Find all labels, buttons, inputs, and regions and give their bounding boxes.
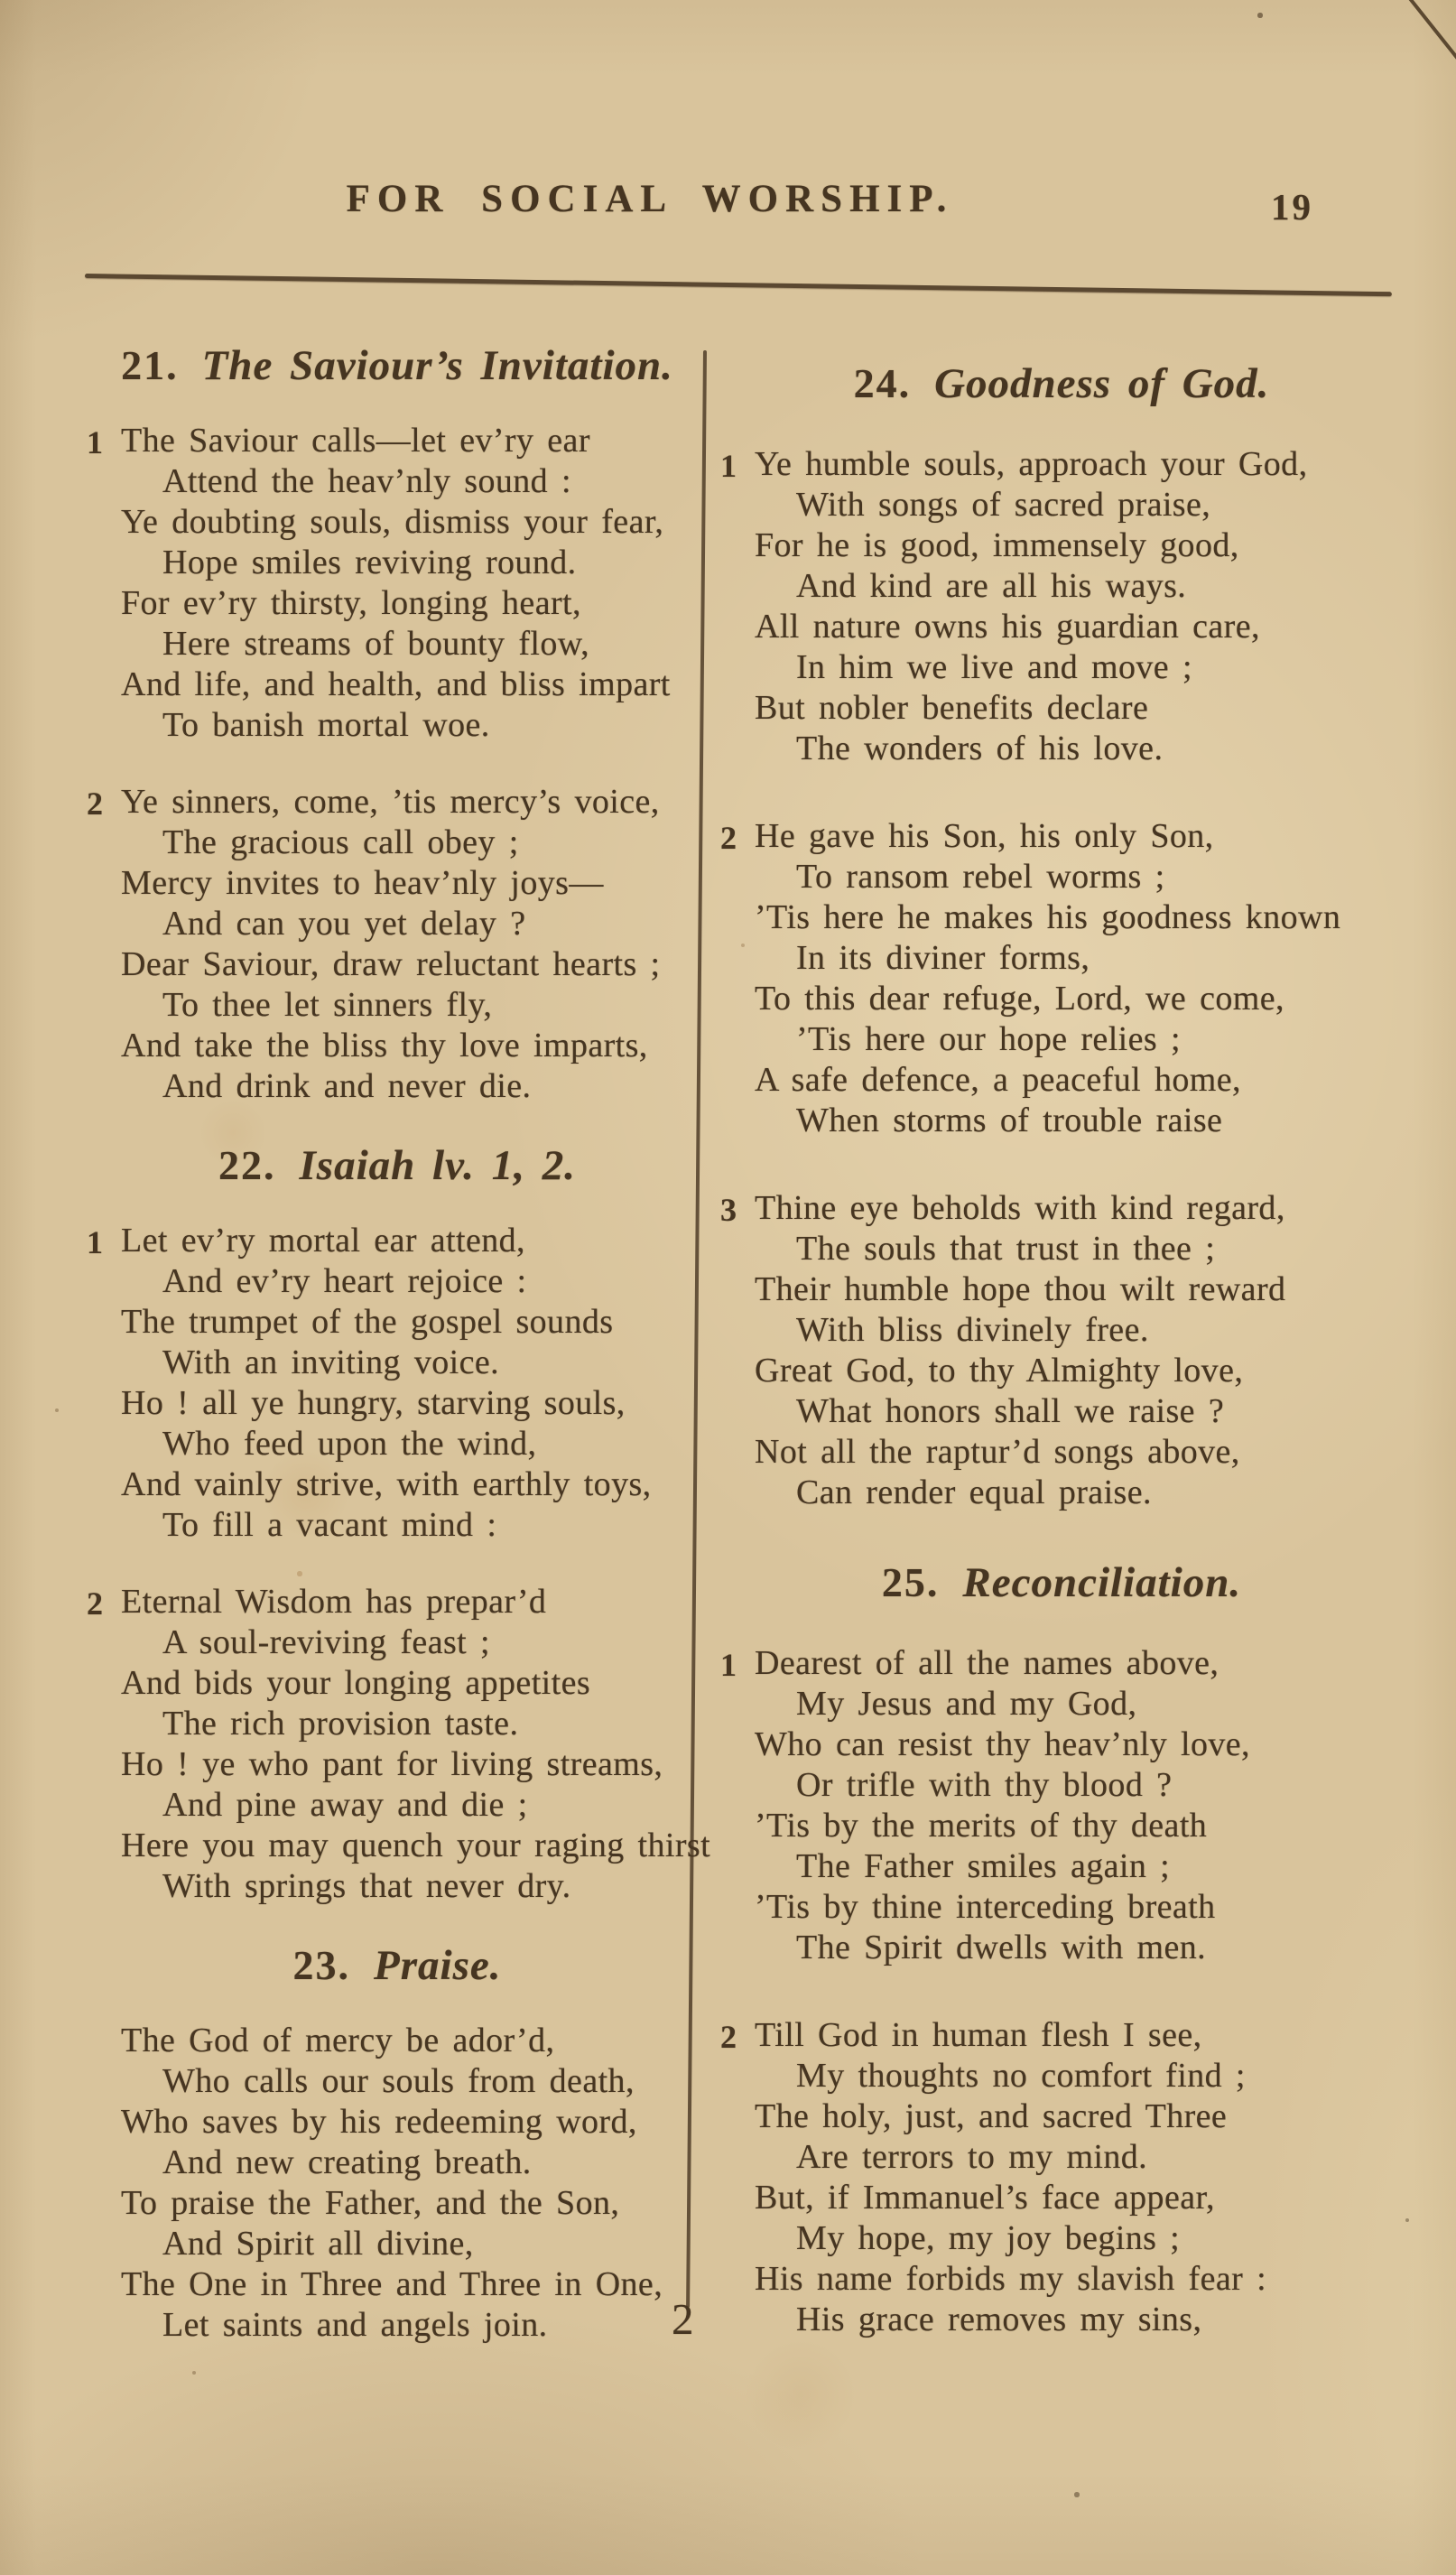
verse-line: But nobler benefits declare — [755, 689, 1149, 727]
verse-line: Hope smiles reviving round. — [162, 544, 577, 581]
verse-line: Are terrors to my mind. — [796, 2138, 1148, 2176]
hymn-verse — [87, 421, 704, 746]
verse-line: And life, and health, and bliss impart — [121, 665, 671, 703]
hymn-verse — [90, 2021, 704, 2346]
hymn-title: Isaiah lv. 1, 2. — [299, 1142, 576, 1189]
verse-lines — [755, 1643, 1399, 1968]
verse-line: Who saves by his redeeming word, — [121, 2103, 637, 2141]
verse-number: 1 — [720, 448, 737, 484]
verse-line: Let saints and angels join. — [162, 2306, 548, 2344]
verse-number: 2 — [87, 1585, 103, 1622]
verse-line: What honors shall we raise ? — [796, 1392, 1225, 1430]
hymn-verse — [720, 1643, 1399, 1968]
verse-line: To thee let sinners fly, — [162, 986, 493, 1024]
verse-line: Dearest of all the names above, — [755, 1644, 1220, 1682]
signature-mark: 2 — [672, 2294, 694, 2344]
verse-line: The wonders of his love. — [796, 730, 1164, 767]
verse-line: My thoughts no comfort find ; — [796, 2057, 1246, 2095]
hymn-heading — [724, 1560, 1399, 1613]
verse-line: For he is good, immensely good, — [755, 526, 1239, 564]
verse-line: When storms of trouble raise — [796, 1102, 1223, 1139]
hymn-21 — [87, 342, 704, 1107]
hymn-verse — [720, 444, 1399, 769]
verse-line: ’Tis here our hope relies ; — [796, 1020, 1181, 1058]
verse-line: And Spirit all divine, — [162, 2225, 474, 2263]
verse-line: Who feed upon the wind, — [162, 1425, 537, 1463]
verse-line: With bliss divinely free. — [796, 1311, 1149, 1349]
running-header: FOR SOCIAL WORSHIP. — [346, 178, 954, 220]
verse-line: His name forbids my slavish fear : — [755, 2260, 1267, 2298]
verse-line: A soul-reviving feast ; — [162, 1623, 490, 1661]
verse-number: 1 — [720, 1647, 737, 1683]
verse-line: Ho ! ye who pant for living streams, — [121, 1745, 663, 1783]
verse-line: The Saviour calls—let ev’ry ear — [121, 422, 590, 460]
verse-number: 2 — [720, 820, 737, 856]
verse-line: Or trifle with thy blood ? — [796, 1766, 1173, 1804]
verse-line: With springs that never dry. — [162, 1867, 571, 1905]
verse-line: All nature owns his guardian care, — [755, 608, 1260, 646]
verse-line: Dear Saviour, draw reluctant hearts ; — [121, 945, 661, 983]
hymn-25 — [720, 1559, 1399, 2340]
hymn-verse — [720, 1188, 1399, 1513]
header-rule — [85, 274, 1392, 296]
verse-line: The trumpet of the gospel sounds — [121, 1303, 614, 1341]
verse-line: With an inviting voice. — [162, 1343, 500, 1381]
verse-lines — [755, 2015, 1399, 2340]
hymn-number: 22. — [218, 1142, 276, 1188]
hymn-number: 24. — [853, 360, 912, 406]
hymn-verse — [87, 1582, 711, 1907]
verse-lines — [755, 444, 1399, 769]
verse-line: ’Tis here he makes his goodness known — [755, 898, 1341, 936]
verse-lines — [121, 421, 704, 746]
verse-line: Thine eye beholds with kind regard, — [755, 1189, 1285, 1227]
verse-line: The Spirit dwells with men. — [796, 1929, 1207, 1966]
left-column — [87, 342, 711, 2382]
verse-line: And take the bliss thy love imparts, — [121, 1027, 648, 1064]
hymn-title: The Saviour’s Invitation. — [201, 342, 673, 389]
verse-line: And drink and never die. — [162, 1067, 532, 1105]
verse-line: My hope, my joy begins ; — [796, 2219, 1181, 2257]
page-number: 19 — [1271, 186, 1313, 228]
right-column — [720, 343, 1399, 2387]
verse-line: Ye humble souls, approach your God, — [755, 445, 1308, 483]
hymn-heading — [724, 361, 1399, 414]
hymn-number: 23. — [292, 1942, 351, 1988]
verse-line: Ye sinners, come, ’tis mercy’s voice, — [121, 783, 660, 821]
verse-line: He gave his Son, his only Son, — [755, 817, 1214, 855]
verse-line: To ransom rebel worms ; — [796, 858, 1165, 896]
verse-line: In its diviner forms, — [796, 939, 1090, 977]
verse-line: A safe defence, a peaceful home, — [755, 1061, 1241, 1099]
verse-line: And ev’ry heart rejoice : — [162, 1262, 527, 1300]
verse-line: ’Tis by thine interceding breath — [755, 1888, 1216, 1926]
verse-line: The rich provision taste. — [162, 1705, 519, 1743]
hymn-23 — [90, 1943, 704, 2346]
hymn-heading — [90, 343, 704, 395]
verse-line: Here streams of bounty flow, — [162, 625, 590, 663]
verse-line: For ev’ry thirsty, longing heart, — [121, 584, 581, 622]
verse-line: Let ev’ry mortal ear attend, — [121, 1222, 525, 1260]
hymn-title: Goodness of God. — [934, 360, 1270, 407]
verse-line: And can you yet delay ? — [162, 905, 526, 943]
verse-line: The One in Three and Three in One, — [121, 2265, 663, 2303]
paper-specks — [0, 0, 2, 2]
hymn-heading — [90, 1143, 704, 1195]
verse-line: With songs of sacred praise, — [796, 486, 1211, 524]
verse-line: And pine away and die ; — [162, 1786, 528, 1824]
verse-line: Till God in human flesh I see, — [755, 2016, 1202, 2054]
verse-line: And vainly strive, with earthly toys, — [121, 1465, 652, 1503]
verse-number: 1 — [87, 424, 103, 460]
verse-line: To praise the Father, and the Son, — [121, 2184, 620, 2222]
hymn-verse — [87, 782, 704, 1107]
verse-lines — [121, 1582, 711, 1907]
verse-line: Their humble hope thou wilt reward — [755, 1270, 1286, 1308]
verse-line: Eternal Wisdom has prepar’d — [121, 1583, 547, 1621]
verse-line: Not all the raptur’d songs above, — [755, 1433, 1240, 1471]
verse-line: Who can resist thy heav’nly love, — [755, 1725, 1250, 1763]
verse-line: Here you may quench your raging thirst — [121, 1827, 711, 1864]
hymn-verse — [87, 1221, 704, 1546]
verse-line: Who calls our souls from death, — [162, 2062, 635, 2100]
hymn-24 — [720, 360, 1399, 1513]
verse-number: 3 — [720, 1192, 737, 1228]
verse-line: Ye doubting souls, dismiss your fear, — [121, 503, 664, 541]
verse-line: My Jesus and my God, — [796, 1685, 1137, 1723]
verse-line: To this dear refuge, Lord, we come, — [755, 980, 1284, 1018]
verse-line: Can render equal praise. — [796, 1473, 1152, 1511]
verse-line: In him we live and move ; — [796, 648, 1192, 686]
hymn-title: Praise. — [374, 1942, 502, 1989]
verse-line: To fill a vacant mind : — [162, 1506, 497, 1544]
verse-lines — [121, 1221, 704, 1546]
verse-lines — [755, 1188, 1399, 1513]
verse-line: The holy, just, and sacred Three — [755, 2097, 1228, 2135]
verse-line: The Father smiles again ; — [796, 1847, 1171, 1885]
verse-line: Ho ! all ye hungry, starving souls, — [121, 1384, 626, 1422]
verse-line: His grace removes my sins, — [796, 2301, 1202, 2338]
hymn-verse — [720, 816, 1399, 1141]
hymn-heading — [90, 1943, 704, 1995]
corner-pen-mark — [1406, 0, 1456, 61]
hymn-verse — [720, 2015, 1399, 2340]
verse-number: 1 — [87, 1224, 103, 1260]
verse-number: 2 — [720, 2019, 737, 2055]
hymn-number: 21. — [121, 342, 179, 388]
verse-lines — [121, 782, 704, 1107]
hymn-number: 25. — [881, 1559, 940, 1605]
verse-line: Mercy invites to heav’nly joys— — [121, 864, 604, 902]
verse-line: ’Tis by the merits of thy death — [755, 1807, 1208, 1845]
hymn-22 — [87, 1142, 711, 1907]
verse-line: And kind are all his ways. — [796, 567, 1187, 605]
verse-line: Great God, to thy Almighty love, — [755, 1352, 1244, 1390]
verse-line: And bids your longing appetites — [121, 1664, 591, 1702]
verse-line: To banish mortal woe. — [162, 706, 490, 744]
verse-line: But, if Immanuel’s face appear, — [755, 2179, 1215, 2217]
verse-number: 2 — [87, 786, 103, 822]
hymn-title: Reconciliation. — [962, 1559, 1242, 1606]
verse-lines — [121, 2021, 704, 2346]
verse-line: The gracious call obey ; — [162, 823, 519, 861]
verse-line: The souls that trust in thee ; — [796, 1230, 1216, 1268]
verse-line: Attend the heav’nly sound : — [162, 462, 571, 500]
verse-line: The God of mercy be ador’d, — [121, 2022, 555, 2059]
verse-lines — [755, 816, 1399, 1141]
verse-line: And new creating breath. — [162, 2143, 532, 2181]
